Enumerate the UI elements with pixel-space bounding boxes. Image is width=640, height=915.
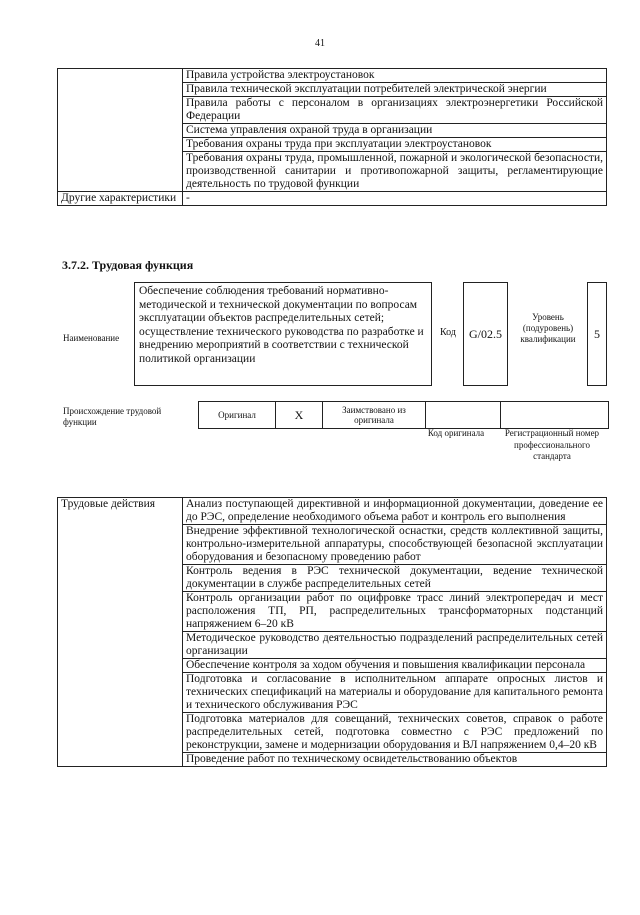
- table-row: Анализ поступающей директивной и информационной документации, доведение ее до РЭС, определение необходимого объема работ и контроль его выполнения: [183, 498, 607, 525]
- section-heading: 3.7.2. Трудовая функция: [62, 258, 194, 272]
- table-row: Обеспечение контроля за ходом обучения и повышения квалификации персонала: [183, 659, 607, 673]
- table-row: Требования охраны труда, промышленной, пожарной и экологической безопасности, производственной санитарии и противопожарной защиты, регламентирующие деятельность по трудовой функции: [183, 152, 607, 192]
- other-characteristics-value: -: [183, 192, 607, 206]
- other-characteristics-label: Другие характеристики: [58, 192, 183, 206]
- table-row: Требования охраны труда при эксплуатации электроустановок: [183, 138, 607, 152]
- labor-actions-table: [57, 497, 607, 767]
- table-row: Подготовка и согласование в исполнительном аппарате опросных листов и технических спецификаций на материалы и оборудование для капитального ремонта и технического обслуживания РЭС: [183, 673, 607, 713]
- origin-borrowed: Заимствовано из оригинала: [323, 402, 426, 429]
- table-row: Правила работы с персоналом в организациях электроэнергетики Российской Федерации: [183, 97, 607, 124]
- page-number: 41: [315, 38, 325, 49]
- origin-reg-caption: Регистрационный номер профессионального стандарта: [504, 428, 600, 461]
- table-row: Проведение работ по техническому освидетельствованию объектов: [183, 753, 607, 767]
- labor-actions-label: Трудовые действия: [58, 498, 183, 767]
- origin-label: Происхождение трудовой функции: [63, 406, 162, 427]
- origin-mark: X: [276, 402, 323, 429]
- table-row: Контроль организации работ по оцифровке трасс линий электропередач и мест расположения ТП, РП, распределительных трансформаторных подстанций напряжением 6–20 кВ: [183, 592, 607, 632]
- function-code-value: G/02.5: [469, 326, 502, 341]
- code-label: Код: [440, 327, 456, 338]
- table-row: Правила технической эксплуатации потребителей электрической энергии: [183, 83, 607, 97]
- origin-original: Оригинал: [199, 402, 276, 429]
- table-row: Правила устройства электроустановок: [183, 69, 607, 83]
- origin-code-caption: Код оригинала: [427, 428, 485, 438]
- table-row: Методическое руководство деятельностью подразделений распределительных сетей организации: [183, 632, 607, 659]
- name-label: Наименование: [63, 333, 120, 343]
- qualification-level-value: 5: [594, 326, 600, 341]
- table-row: Подготовка материалов для совещаний, технических советов, справок о работе распределительных сетей, подготовка совместно с РЭС предложений по реконструкции, замене и модернизации оборудования и ВЛ напряжением 0,4–20 кВ: [183, 713, 607, 753]
- table-row: Внедрение эффективной технологической оснастки, средств коллективной защиты, контрольно-измерительной аппаратуры, способствующей безопасной эксплуатации оборудования и безопасному проведению работ: [183, 525, 607, 565]
- function-name-box: Обеспечение соблюдения требований нормативно-методической и технической документации по вопросам эксплуатации объектов распределительных сетей; осуществление технического руководства по разработке и внедрению мероприятий в соответствии с технической политикой организации: [134, 282, 432, 386]
- table-row: Контроль ведения в РЭС технической документации, ведение технической документации в службе распределительных сетей: [183, 565, 607, 592]
- table-row: Система управления охраной труда в организации: [183, 124, 607, 138]
- qualification-level-label: Уровень (подуровень) квалификации: [520, 312, 576, 344]
